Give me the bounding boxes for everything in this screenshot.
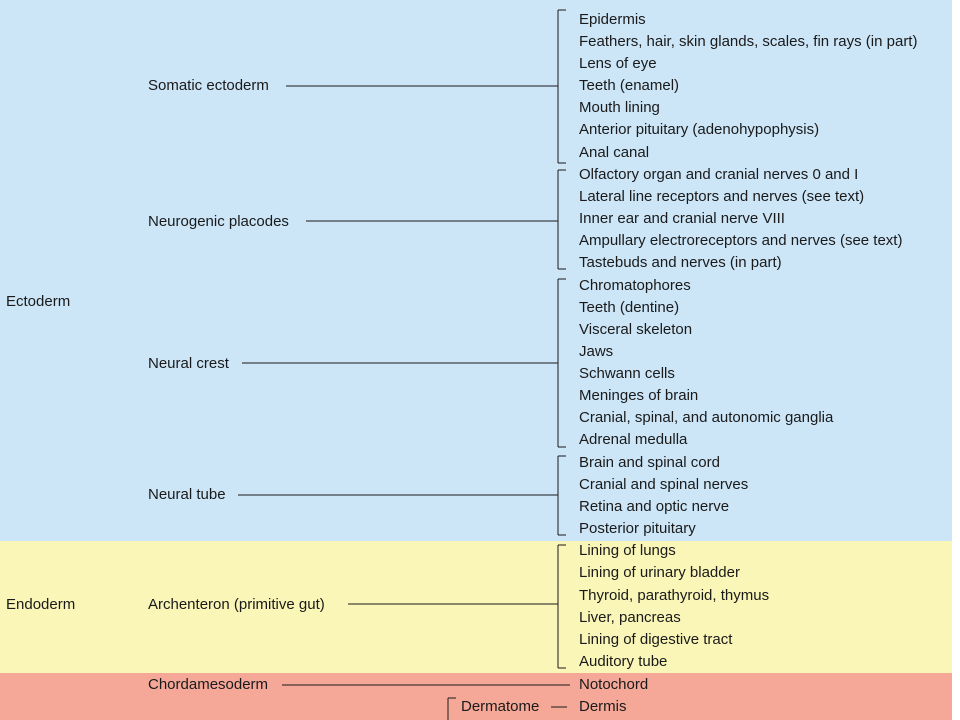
tissue-item: Liver, pancreas [579,609,681,626]
tissue-item: Adrenal medulla [579,431,688,448]
tissue-item: Anterior pituitary (adenohypophysis) [579,121,820,138]
tissue-item: Lens of eye [579,55,657,72]
tissue-item: Inner ear and cranial nerve VIII [579,210,785,227]
tissue-item: Teeth (dentine) [579,299,680,316]
tissue-item: Lining of urinary bladder [579,564,740,581]
tissue-item: Lateral line receptors and nerves (see text) [579,188,865,205]
tissue-item: Cranial, spinal, and autonomic ganglia [579,409,834,426]
tissue-item: Chromatophores [579,277,691,294]
tissue-item: Thyroid, parathyroid, thymus [579,587,770,604]
tissue-item: Ampullary electroreceptors and nerves (see text) [579,232,903,249]
derivative-dermatome: Dermatome [461,698,540,715]
tissue-item: Posterior pituitary [579,520,696,537]
tissue-item: Dermis [579,698,627,715]
tissue-item: Schwann cells [579,365,675,382]
tissue-item: Epidermis [579,11,646,28]
derivative-chordamesoderm: Chordamesoderm [148,676,269,693]
tissue-item: Tastebuds and nerves (in part) [579,254,782,271]
tissue-item: Feathers, hair, skin glands, scales, fin rays (in part) [579,33,918,50]
tissue-item: Cranial and spinal nerves [579,476,749,493]
tissue-item: Notochord [579,676,649,693]
tissue-item: Auditory tube [579,653,668,670]
tissue-item: Teeth (enamel) [579,77,680,94]
derivative-neural-tube: Neural tube [148,486,226,503]
tissue-item: Lining of digestive tract [579,631,733,648]
germ-layer-endoderm: Endoderm [6,596,76,613]
derivative-neural-crest: Neural crest [148,355,229,372]
derivative-somatic-ectoderm: Somatic ectoderm [148,77,269,94]
derivative-archenteron: Archenteron (primitive gut) [148,596,325,613]
tissue-item: Mouth lining [579,99,660,116]
derivative-neurogenic-placodes: Neurogenic placodes [148,213,289,230]
tissue-item: Visceral skeleton [579,321,693,338]
tissue-item: Meninges of brain [579,387,699,404]
tissue-item: Lining of lungs [579,542,676,559]
tissue-item: Anal canal [579,144,650,161]
tissue-item: Brain and spinal cord [579,454,720,471]
tissue-item: Olfactory organ and cranial nerves 0 and I [579,166,859,183]
tissue-item: Retina and optic nerve [579,498,730,515]
germ-layer-ectoderm: Ectoderm [6,293,71,310]
tissue-item: Jaws [579,343,614,360]
